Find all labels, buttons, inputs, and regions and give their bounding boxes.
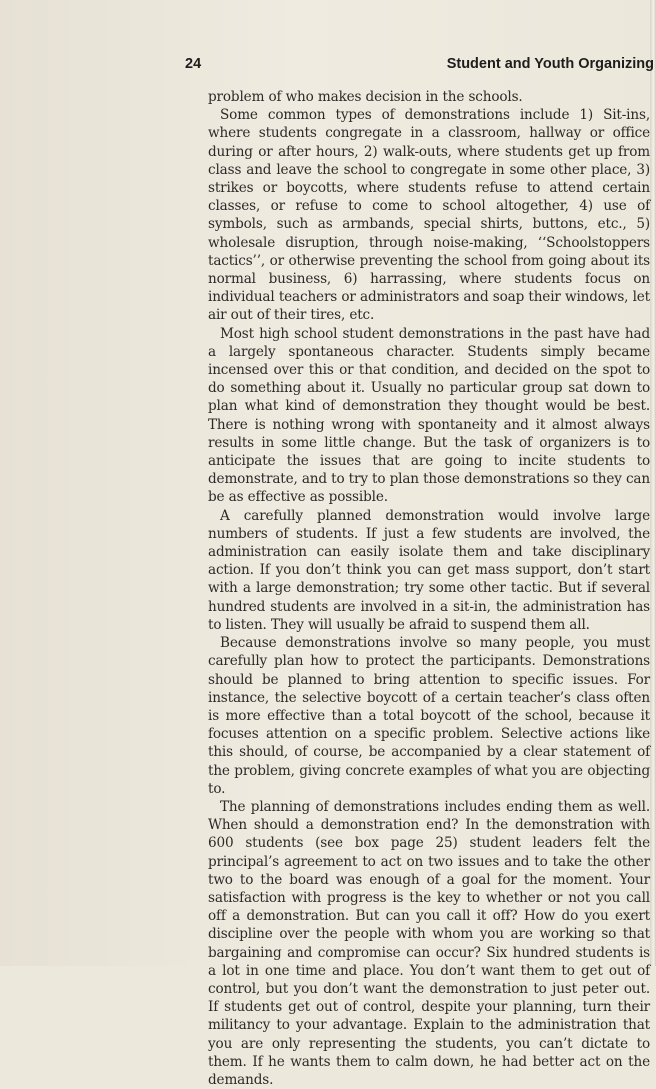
paragraph: A carefully planned demonstration would involve large numbers of students. If just a few students are involved, the administration can easily isolate them and take disciplinary action. If you don’t think you can get mass support, don’t start with a large demonstration; try some other tactic. But if several hundred students are involved in a sit-in, the administration has to listen. They will usually be afraid to suspend them all. [208,507,650,633]
paragraph: problem of who makes decision in the schools. [208,89,523,105]
body-text [208,88,650,1089]
paragraph: Because demonstrations involve so many people, you must carefully plan how to protect the participants. Demonstrations should be planned to bring attention to specific issues. For instance, the selective boycott of a certain teacher’s class often is more effective than a total boycott of the school, because it focuses attention on a specific problem. Selective actions like this should, of course, be accompanied by a clear statement of the problem, giving concrete examples of what you are objecting to. [208,635,650,797]
page-number: 24 [185,56,202,72]
paragraph: The planning of demonstrations includes ending them as well. When should a demonstration end? In the demonstration with 600 students (see box page 25) student leaders felt the principal’s agreement to act on two issues and to take the other two to the board was enough of a goal for the moment. Your satisfaction with progress is the key to whether or not you call off a demonstration. But can you call it off? How do you exert discipline over the people with whom you are working so that bargaining and compromise can occur? Six hundred students is a lot in one time and place. You don’t want them to get out of control, but you don’t want the demonstration to just peter out. If students get out of control, despite your planning, turn their militancy to your advantage. Explain to the administration that you are only representing the students, you can’t dictate to them. If he wants them to calm down, he had better act on the demands. [208,798,650,1088]
paragraph: Most high school student demonstrations in the past have had a largely spontaneous character. Students simply became incensed over this or that condition, and decided on the spot to do something about it. Usually no particular group sat down to plan what kind of demonstration they thought would be best. There is nothing wrong with spontaneity and it almost always results in some little change. But the task of organizers is to anticipate the issues that are going to incite students to demonstrate, and to try to plan those demonstrations so they can be as effective as possible. [208,325,650,506]
running-title: Student and Youth Organizing [446,56,654,72]
page-edge [650,0,656,966]
paragraph: Some common types of demonstrations include 1) Sit-ins, where students congregate in a classroom, hallway or office during or after hours, 2) walk-outs, where students get up from class and leave the school to congregate in some other place, 3) strikes or boycotts, where students refuse to attend certain classes, or refuse to come to school altogether, 4) use of symbols, such as armbands, special shirts, buttons, etc., 5) wholesale disruption, through noise-making, ‘‘Schoolstoppers tactics’’, or otherwise preventing the school from going about its normal business, 6) harrassing, where students focus on individual teachers or administrators and soap their windows, let air out of their tires, etc. [208,107,650,324]
running-head [185,56,654,78]
